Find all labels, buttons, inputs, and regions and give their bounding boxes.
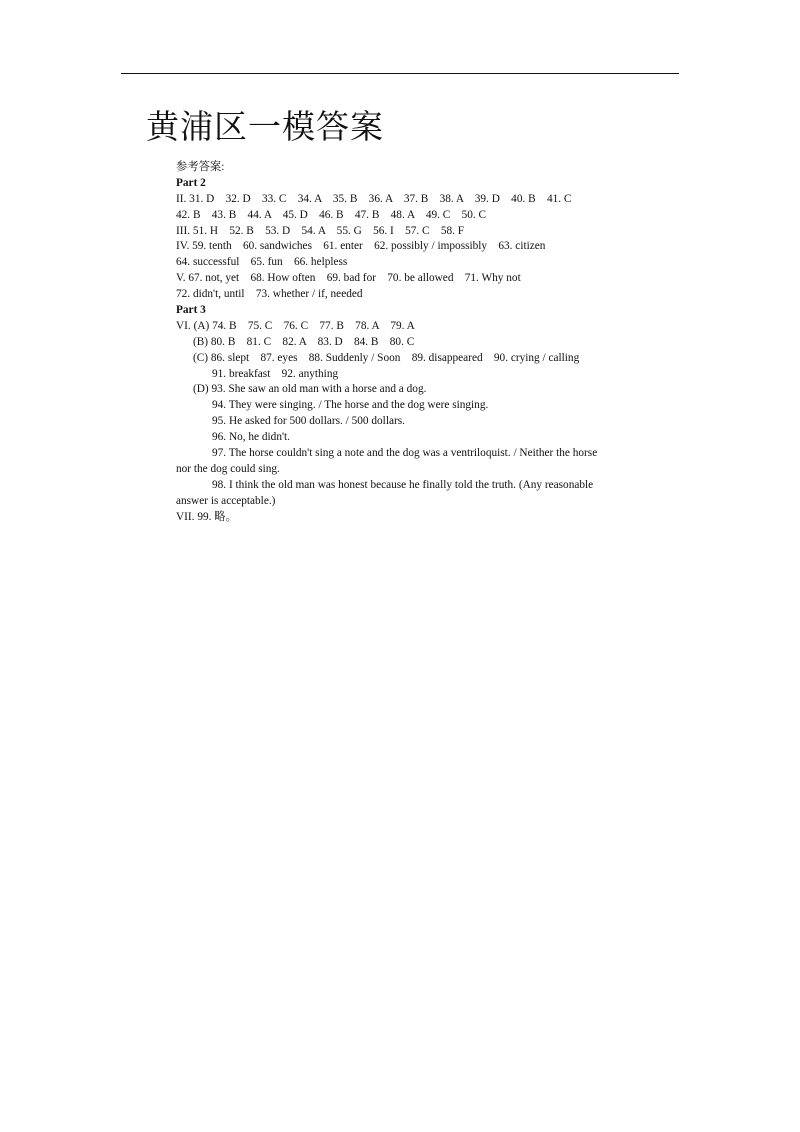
answer-line-iii: III. 51. H 52. B 53. D 54. A 55. G 56. I 57. C 58. F (176, 224, 465, 237)
answer-key (176, 160, 646, 525)
answer-line-vi-c: (C) 86. slept 87. eyes 88. Suddenly / Soon 89. disappeared 90. crying / calling (193, 351, 580, 364)
answer-line-98-cont: answer is acceptable.) (176, 494, 276, 507)
answer-line-ii-2: 42. B 43. B 44. A 45. D 46. B 47. B 48. A 49. C 50. C (176, 208, 487, 221)
answer-line-98: 98. I think the old man was honest because he finally told the truth. (Any reasonable (212, 478, 594, 491)
answer-line-iv-1: IV. 59. tenth 60. sandwiches 61. enter 62. possibly / impossibly 63. citizen (176, 240, 546, 253)
answer-line-v-1: V. 67. not, yet 68. How often 69. bad for 70. be allowed 71. Why not (176, 272, 521, 285)
answer-line-95: 95. He asked for 500 dollars. / 500 dollars. (212, 415, 405, 428)
answer-line-97: 97. The horse couldn't sing a note and the dog was a ventriloquist. / Neither the horse (212, 447, 598, 460)
answer-line-97-cont: nor the dog could sing. (176, 462, 280, 475)
answer-line-vi-c-cont: 91. breakfast 92. anything (212, 367, 339, 380)
answer-line-96: 96. No, he didn't. (212, 431, 290, 444)
header-rule (121, 73, 679, 74)
answer-line-v-2: 72. didn't, until 73. whether / if, needed (176, 288, 363, 301)
answer-line-94: 94. They were singing. / The horse and the dog were singing. (212, 399, 489, 412)
answer-line-vi-d: (D) 93. She saw an old man with a horse and a dog. (193, 383, 427, 396)
intro-label: 参考答案: (176, 161, 225, 173)
answer-line-vii: VII. 99. 略。 (176, 510, 237, 523)
answer-line-ii-1: II. 31. D 32. D 33. C 34. A 35. B 36. A 37. B 38. A 39. D 40. B 41. C (176, 192, 572, 205)
document-title: 黄浦区一模答案 (146, 110, 384, 146)
part3-heading: Part 3 (176, 304, 206, 317)
answer-line-iv-2: 64. successful 65. fun 66. helpless (176, 256, 348, 269)
answer-line-vi-a: VI. (A) 74. B 75. C 76. C 77. B 78. A 79. A (176, 319, 415, 332)
answer-line-vi-b: (B) 80. B 81. C 82. A 83. D 84. B 80. C (193, 335, 415, 348)
part2-heading: Part 2 (176, 176, 206, 189)
